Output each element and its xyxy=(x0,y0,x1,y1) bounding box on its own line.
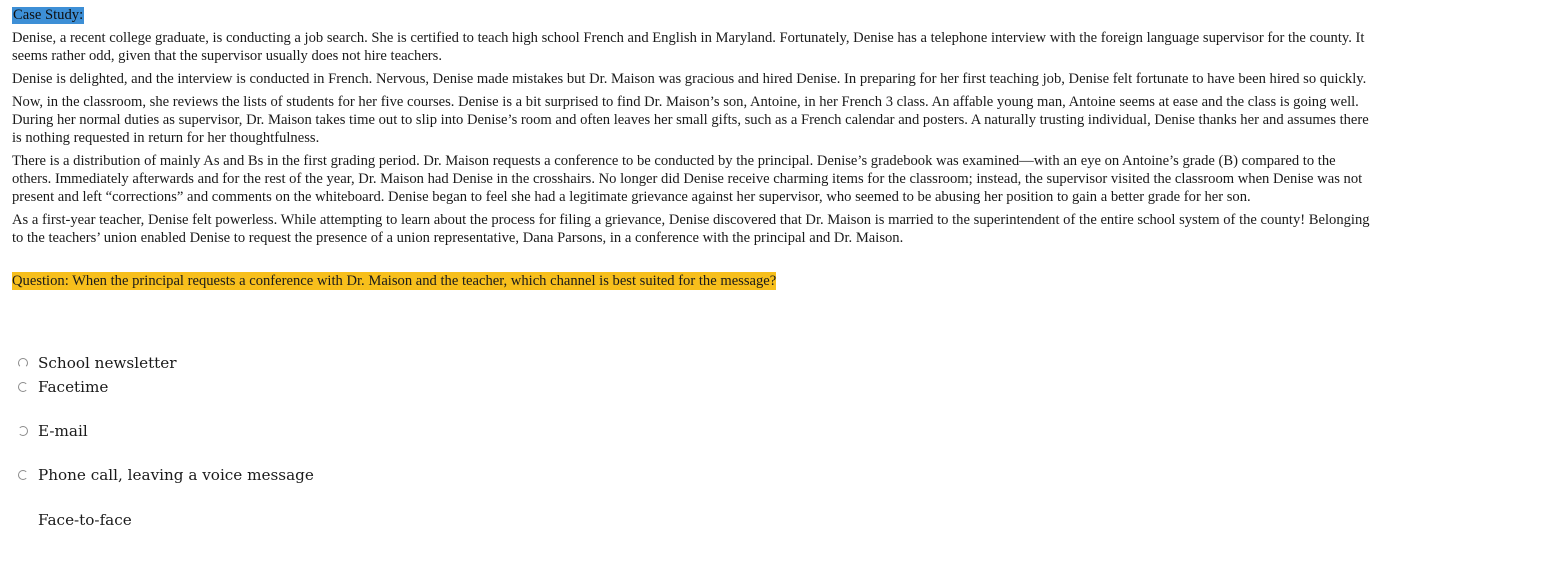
option-phone-call[interactable] xyxy=(16,466,314,484)
case-paragraph-3: Now, in the classroom, she reviews the lists of students for her five courses. Denise is a bit surprised to find Dr. Maison’s son, Antoine, in her French 3 class. An affable young man, Antoine seems at ease and the class is going well. During her normal duties as supervisor, Dr. Maison takes time out to slip into Denise’s room and often leaves her small gifts, such as a French calendar and posters. A naturally trusting individual, Denise thanks her and assumes there is nothing requested in return for her thoughtfulness. xyxy=(12,94,1369,146)
option-email[interactable] xyxy=(16,422,88,440)
option-school-newsletter[interactable] xyxy=(16,354,177,372)
question-text: Question: When the principal requests a conference with Dr. Maison and the teacher, which channel is best suited for the message? xyxy=(12,273,777,289)
case-paragraph-2: Denise is delighted, and the interview is conducted in French. Nervous, Denise made mistakes but Dr. Maison was gracious and hired Denise. In preparing for her first teaching job, Denise felt fortunate to have been hired so quickly. xyxy=(12,71,1367,87)
case-paragraph-5: As a first-year teacher, Denise felt powerless. While attempting to learn about the process for filing a grievance, Denise discovered that Dr. Maison is married to the superintendent of the entire school system of the county! Belonging to the teachers’ union enabled Denise to request the presence of a union representative, Dana Parsons, in a conference with the principal and Dr. Maison. xyxy=(12,212,1370,246)
option-label[interactable]: Phone call, leaving a voice message xyxy=(38,466,314,484)
radio-button-icon[interactable] xyxy=(18,382,28,392)
radio-button-icon[interactable] xyxy=(18,515,28,525)
option-facetime[interactable] xyxy=(16,378,108,396)
question-block xyxy=(12,272,1372,290)
option-label[interactable]: Facetime xyxy=(38,378,109,396)
case-paragraph-1: Denise, a recent college graduate, is conducting a job search. She is certified to teach high school French and English in Maryland. Fortunately, Denise has a telephone interview with the foreign language supervisor for the county. It seems rather odd, given that the supervisor usually does not hire teachers. xyxy=(12,30,1365,64)
option-label[interactable]: Face-to-face xyxy=(38,511,132,529)
option-face-to-face[interactable] xyxy=(16,511,132,529)
case-study-title: Case Study: xyxy=(13,7,84,23)
option-label[interactable]: E-mail xyxy=(38,422,88,440)
case-paragraph-4: There is a distribution of mainly As and Bs in the first grading period. Dr. Maison requests a conference to be conducted by the principal. Denise’s gradebook was examined—with an eye on Antoine’s grade (B) compared to the others. Immediately afterwards and for the rest of the year, Dr. Maison had Denise in the crosshairs. No longer did Denise receive charming items for the classroom; instead, the supervisor visited the classroom when Denise was not present and left “corrections” and comments on the whiteboard. Denise began to feel she had a legitimate grievance against her supervisor, who seemed to be abusing her position to gain a better grade for her son. xyxy=(12,153,1363,205)
radio-button-icon[interactable] xyxy=(18,358,28,368)
option-label[interactable]: School newsletter xyxy=(38,354,177,372)
case-study-section xyxy=(12,6,1372,290)
radio-button-icon[interactable] xyxy=(18,470,28,480)
radio-button-icon[interactable] xyxy=(18,426,28,436)
